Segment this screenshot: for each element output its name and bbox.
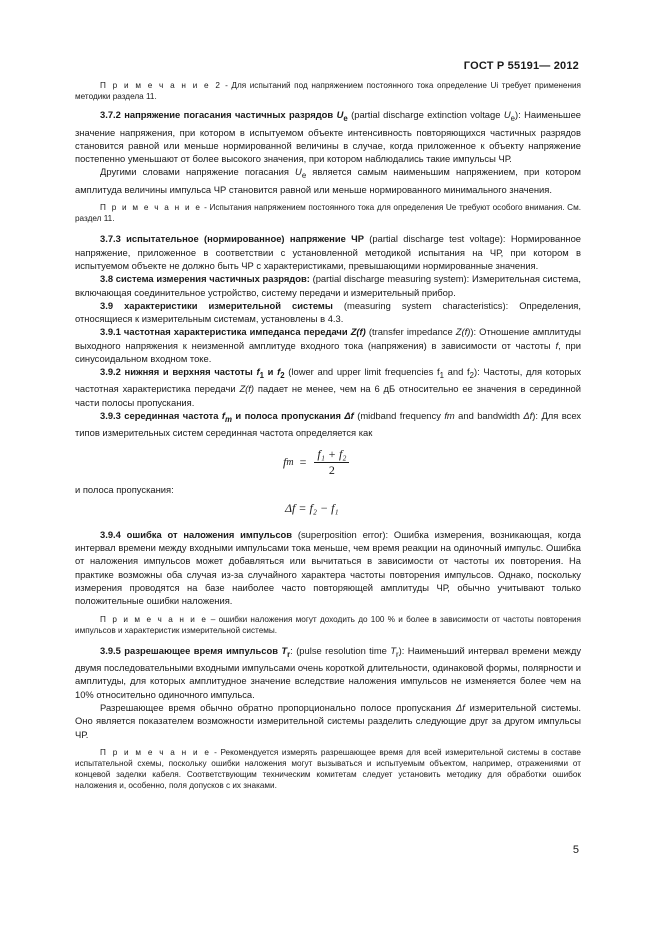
note-superposition: П р и м е ч а н и е – ошибки наложения могут доходить до 100 % и более в зависимости от частоты повторения импульсов и характеристик измерительной системы. [75,614,581,635]
formula-midband-frequency: f m = $\frac{\text{f₁ + f₂}}{2}$ [283,448,581,478]
note-2: П р и м е ч а н и е 2 - Для испытаний под напряжением постоянного тока определение Ui требует применения методики раздела 11. [75,81,581,102]
paragraph-resolution-time: Разрешающее время обычно обратно пропорционально полосе пропускания Δf измерительной системы. Оно является показателем возможности измерительной системы разделить следующие друг за другом импульсы ЧР. [75,701,582,740]
section-3-7-3: 3.7.3 испытательное (нормированное) напряжение ЧР (partial discharge test voltage): Нормированное напряжение, приложенное в соответствии с установленной методикой испытания на ЧР, при котором в испытуемом объекте не должно быть ЧР с характеристиками, превышающими нормированные значения. [75,233,582,271]
section-3-9-3: 3.9.3 серединная частота $f_m$ и полоса пропускания Δf (midband frequency fm and bandwidth Δf): Для всех типов измерительных систем серединная частота определяется как [75,410,582,439]
page-number: 5 [572,844,579,856]
paragraph-extinction-other-words: Другими словами напряжение погасания $U_e$ является самым наименьшим напряжением, при котором амплитуда величины импульса ЧР становится равной или меньше нормированного минимального значения. [75,166,581,195]
bandwidth-intro: и полоса пропускания: [75,484,174,496]
section-3-7-2: 3.7.2 напряжение погасания частичных разрядов $U_e$ (partial discharge extinction voltage $U_e$): Наименьшее значение напряжения, при котором в испытуемом объекте интенсивность повторяющихся частичных разрядов становится равной или меньше нормированной величины в случае, когда приложенное к объекту напряжение постепенно уменьшают от более высокого значения, при котором наблюдались такие импульсы ЧР. [75,109,582,165]
formula-bandwidth: Δf = f₂ − f₁ [285,501,339,516]
note-ue: П р и м е ч а н и е - Испытания напряжением постоянного тока для определения Ue требуют особого внимания. См. раздел 11. [75,202,581,224]
section-3-9-2: 3.9.2 нижняя и верхняя частоты $f_1$ и $f_2$ (lower and upper limit frequencies $f_1$ and $f_2$): Частоты, для которых частотная характеристика передачи Z(f) падает не менее, чем на 6 дБ относительно ее значения в серединной части полосы пропускания. [75,366,582,408]
section-3-9-1: 3.9.1 частотная характеристика импеданса передачи Z(f) (transfer impedance Z(f)): Отношение амплитуды выходного напряжения к неизменной амплитуде входного тока (напряжения) в зависимости от частоты f, при синусоидальном входном токе. [75,326,581,365]
note-final: П р и м е ч а н и е - Рекомендуется измерять разрешающее время для всей измерительной системы в составе испытательной схемы, поскольку ошибки наложения могут вызываться и испытуемым объектом, например, отражениями от концевой заделки кабеля. Соответствующим техническим комитетам следует установить методику для обработки ошибок наложения и, особенно, поля допусков с их знаками. [75,747,581,791]
section-3-9-4: 3.9.4 ошибка от наложения импульсов (superposition error): Ошибка измерения, возникающая, когда интервал времени между входными импульсами тока меньше, чем время реакции на одиночный импульс. Ошибка от наложения импульсов может добавляться или вычитаться в зависимости от частоты их повторения. На практике возможны оба случая из-за случайного характера частоты повторения импульсов. Однако, поскольку измерения проводятся на базе наиболее часто повторяющей амплитуды ЧР, обычно учитывают только положительные ошибки наложения. [75,528,581,607]
fraction: $\frac{\text{f₁ + f₂}}{2}$ [314,448,349,478]
document-header: ГОСТ Р 55191— 2012 [463,60,579,72]
section-3-8: 3.8 система измерения частичных разрядов: (partial discharge measuring system): Измерительная система, включающая соединительное устройство, систему передачи и измерительный прибор. [75,273,581,298]
page-content [75,80,581,792]
section-3-9: 3.9 характеристики измерительной системы (measuring system characteristics): Определения, относящиеся к измерительным системам, установлены в 4.3. [75,299,581,325]
section-3-9-5: 3.9.5 разрешающее время импульсов $T_r$: (pulse resolution time $T_r$): Наименьший интервал времени между двумя последовательными входными импульсами очень короткой длительности, одинаковой формы, полярности и амплитуды, для которых амплитудное значение вследствие наложения импульсов не изменяется более чем на 10% относительно одиночного импульса. [75,644,582,700]
